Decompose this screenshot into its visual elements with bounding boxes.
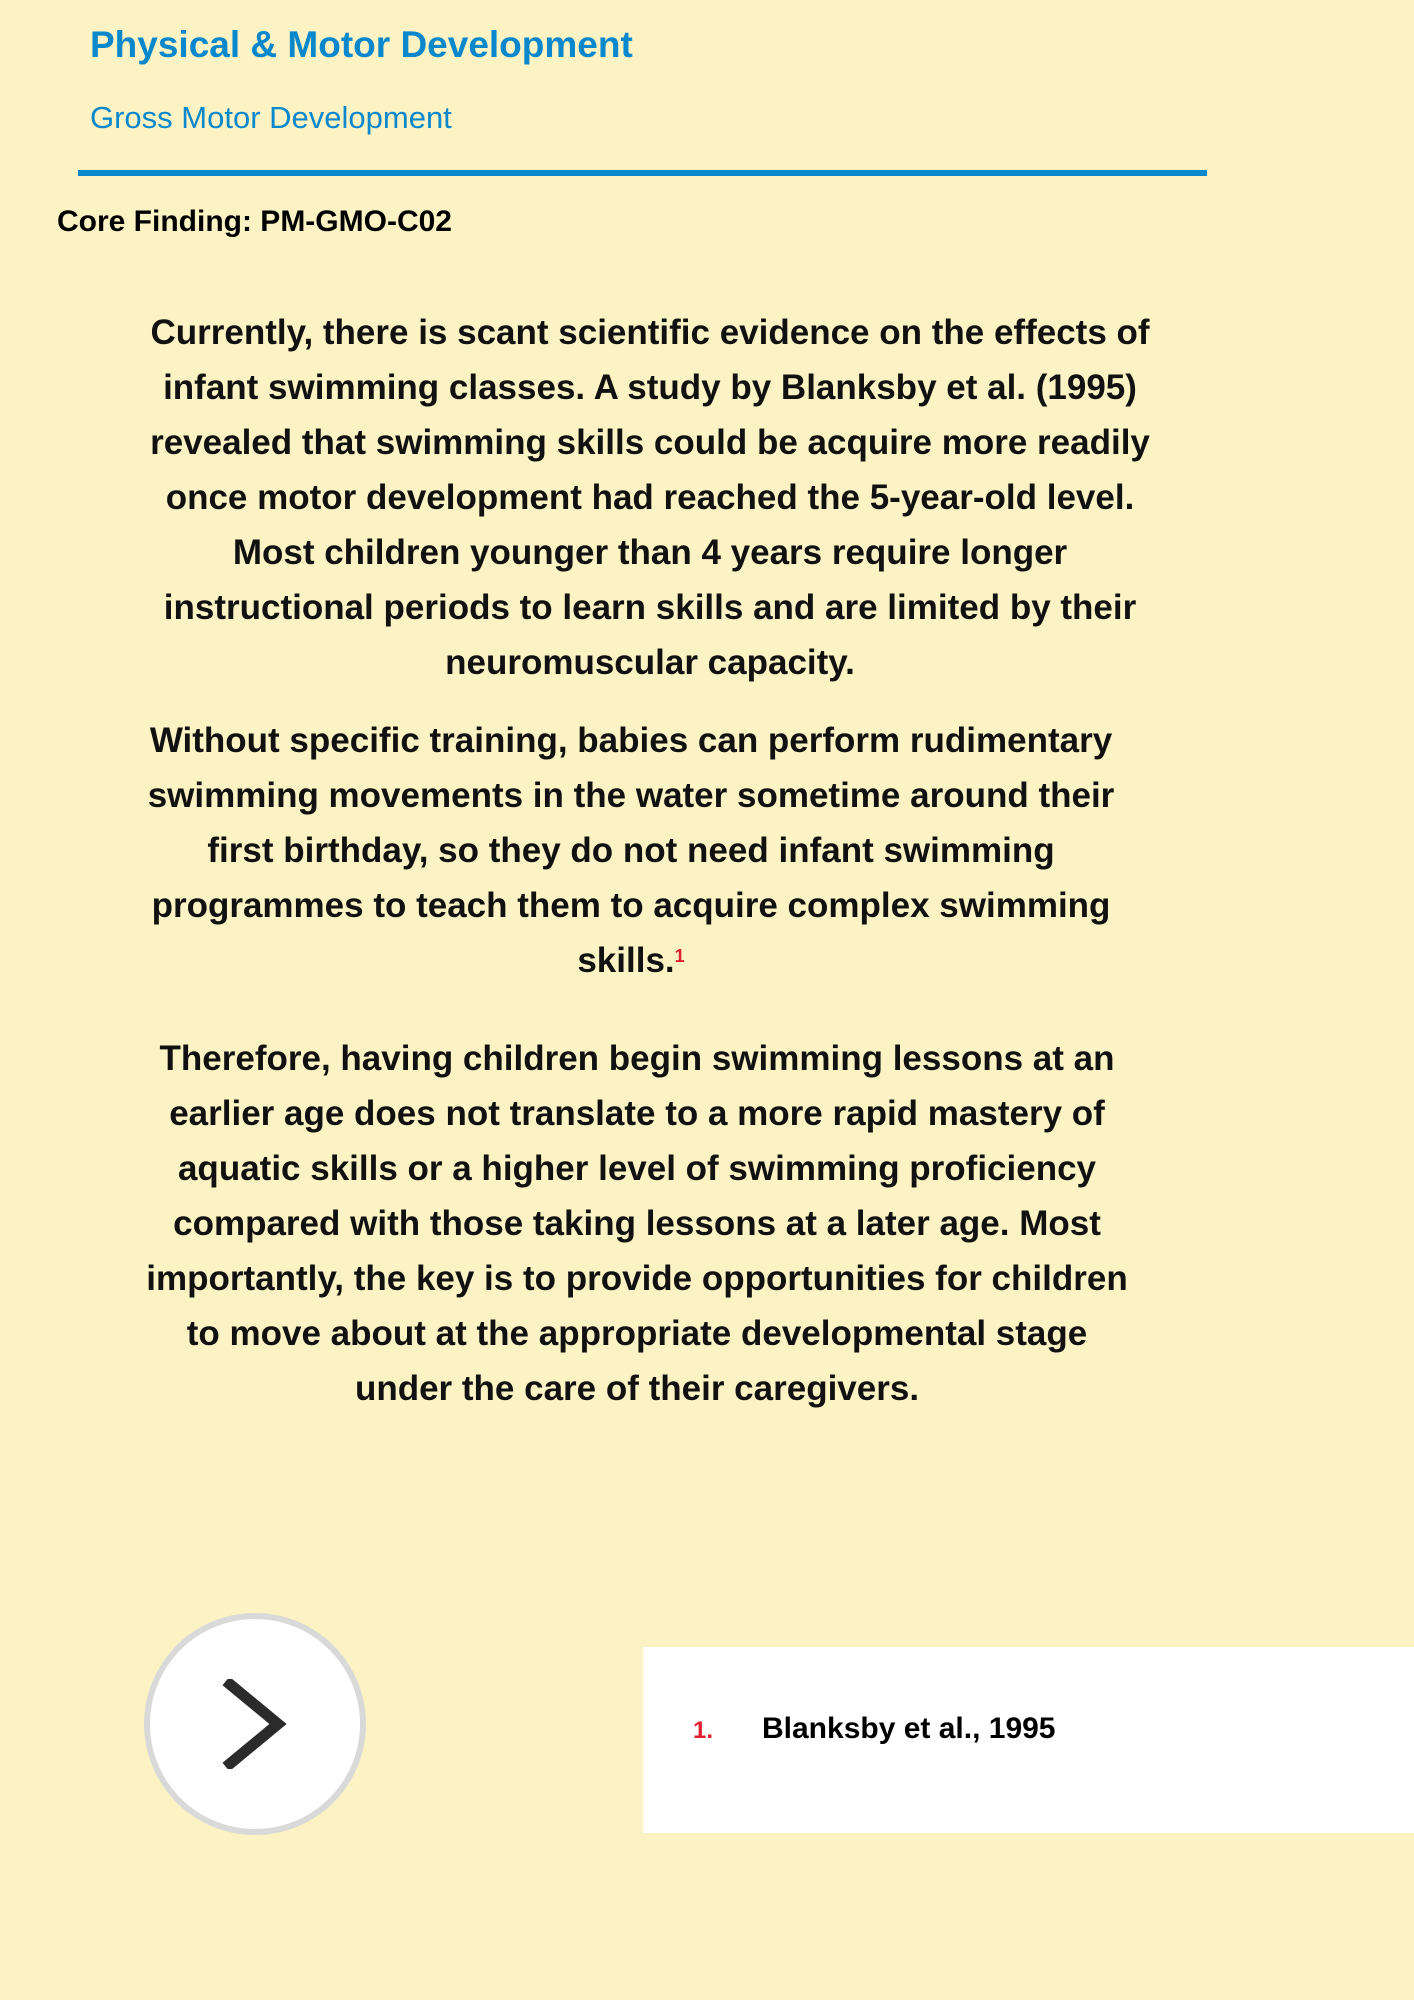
text-line: to move about at the appropriate developmental stage	[186, 1314, 1088, 1353]
text-line-with-footnote	[0, 933, 1262, 988]
reference-number: 1.	[693, 1717, 714, 1744]
references-panel	[643, 1647, 1414, 1833]
text-line: revealed that swimming skills could be acquire more readily	[150, 423, 1150, 462]
section-subtitle: Gross Motor Development	[90, 100, 452, 135]
text-line: first birthday, so they do not need infant swimming	[207, 831, 1055, 870]
paragraph-1	[15, 305, 1285, 690]
reference-text: Blanksby et al., 1995	[762, 1712, 1056, 1745]
text-line: earlier age does not translate to a more rapid mastery of	[169, 1094, 1105, 1133]
text-line: Currently, there is scant scientific evidence on the effects of	[150, 313, 1150, 352]
text-line: swimming movements in the water sometime around their	[147, 776, 1115, 815]
text-line: under the care of their caregivers.	[354, 1369, 920, 1408]
chevron-right-icon	[220, 1679, 290, 1769]
text-line: importantly, the key is to provide opportunities for children	[146, 1259, 1128, 1298]
text-line: infant swimming classes. A study by Blanksby et al. (1995)	[163, 368, 1137, 407]
text-line: aquatic skills or a higher level of swimming proficiency	[177, 1149, 1097, 1188]
text-line: once motor development had reached the 5-year-old level.	[165, 478, 1135, 517]
text-line: neuromuscular capacity.	[445, 643, 855, 682]
text-line: programmes to teach them to acquire complex swimming	[151, 886, 1111, 925]
text-line: instructional periods to learn skills and are limited by their	[163, 588, 1137, 627]
next-page-button[interactable]	[144, 1613, 366, 1835]
text-line: compared with those taking lessons at a later age. Most	[173, 1204, 1101, 1243]
text-line: skills.	[577, 941, 675, 980]
paragraph-3	[0, 1031, 1274, 1416]
text-line: Without specific training, babies can perform rudimentary	[149, 721, 1113, 760]
section-title: Physical & Motor Development	[90, 24, 633, 65]
paragraph-2	[0, 713, 1262, 988]
text-line: Most children younger than 4 years require longer	[232, 533, 1068, 572]
footnote-reference-link[interactable]: 1	[674, 946, 685, 966]
text-line: Therefore, having children begin swimming lessons at an	[159, 1039, 1115, 1078]
header-divider	[78, 170, 1207, 176]
core-finding-label: Core Finding: PM-GMO-C02	[57, 205, 452, 238]
